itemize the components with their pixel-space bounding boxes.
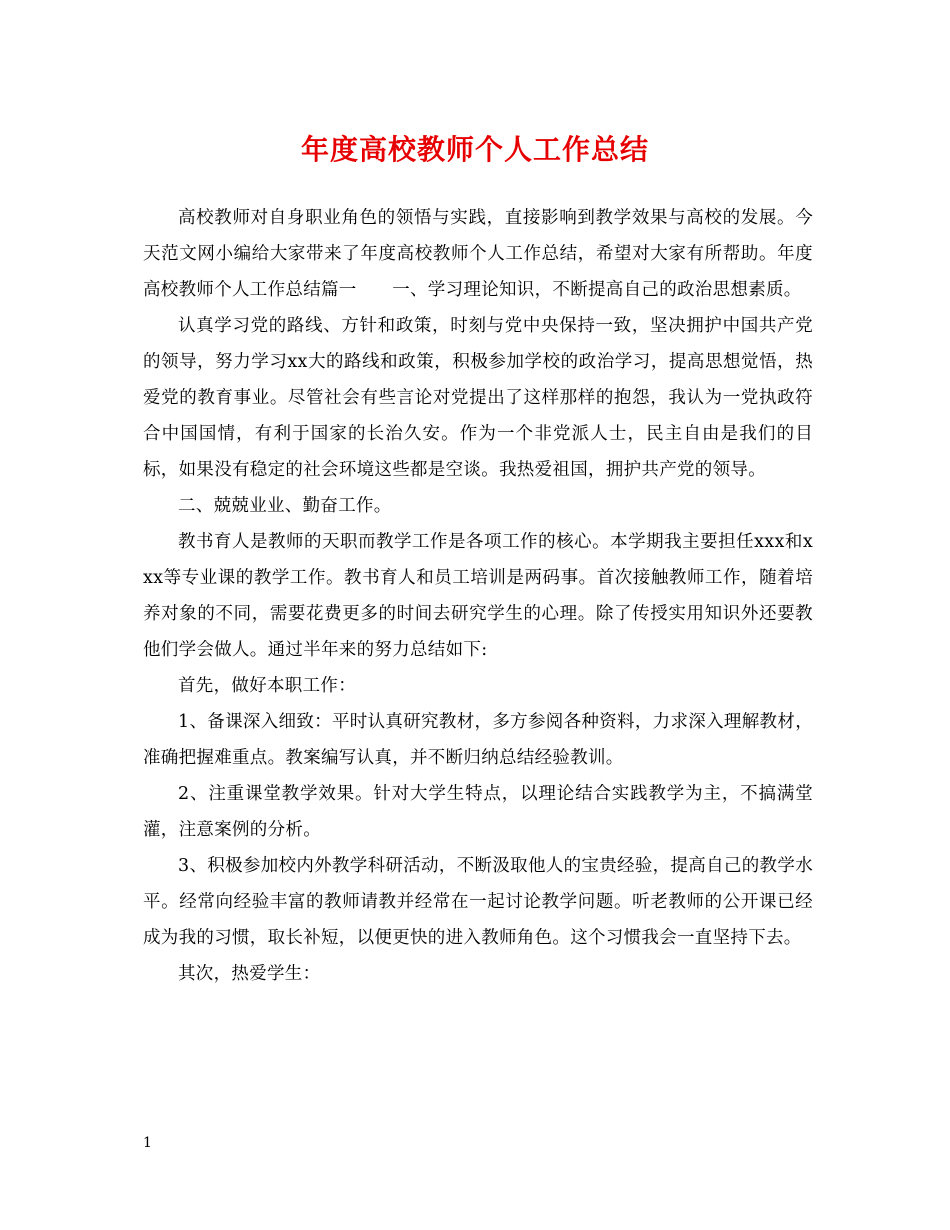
page-number: 1 [143,1135,152,1151]
paragraph-teaching: 教书育人是教师的天职而教学工作是各项工作的核心。本学期我主要担任xxx和xxx等专业课的教学工作。教书育人和员工培训是两码事。首次接触教师工作，随着培养对象的不同，需要花费更多的时间去研究学生的心理。除了传授实用知识外还要教他们学会做人。通过半年来的努力总结如下: [143,532,813,660]
document-body [143,200,813,992]
paragraph-second: 其次，热爱学生： [178,964,321,984]
list-item-2: 2、注重课堂教学效果。针对大学生特点，以理论结合实践教学为主，不搞满堂灌，注意案例的分析。 [143,784,813,840]
document-title: 年度高校教师个人工作总结 [300,133,649,166]
paragraph-politics: 认真学习党的路线、方针和政策，时刻与党中央保持一致，坚决拥护中国共产党的领导，努力学习xx大的路线和政策，积极参加学校的政治学习，提高思想觉悟，热爱党的教育事业。尽管社会有些言论对党提出了这样那样的抱怨，我认为一党执政符合中国国情，有利于国家的长治久安。作为一个非党派人士，民主自由是我们的目标，如果没有稳定的社会环境这些都是空谈。我热爱祖国，拥护共产党的领导。 [143,316,813,480]
section-heading-work: 二、兢兢业业、勤奋工作。 [178,496,392,516]
paragraph-first: 首先，做好本职工作： [178,676,356,696]
paragraph-intro: 高校教师对自身职业角色的领悟与实践，直接影响到教学效果与高校的发展。今天范文网小编给大家带来了年度高校教师个人工作总结，希望对大家有所帮助。年度高校教师个人工作总结篇一 一、学习理论知识，不断提高自己的政治思想素质。 [143,208,813,300]
list-item-1: 1、备课深入细致：平时认真研究教材，多方参阅各种资料，力求深入理解教材，准确把握难重点。教案编写认真，并不断归纳总结经验教训。 [143,712,813,768]
list-item-3: 3、积极参加校内外教学科研活动，不断汲取他人的宝贵经验，提高自己的教学水平。经常向经验丰富的教师请教并经常在一起讨论教学问题。听老教师的公开课已经成为我的习惯，取长补短，以便更快的进入教师角色。这个习惯我会一直坚持下去。 [143,856,813,948]
